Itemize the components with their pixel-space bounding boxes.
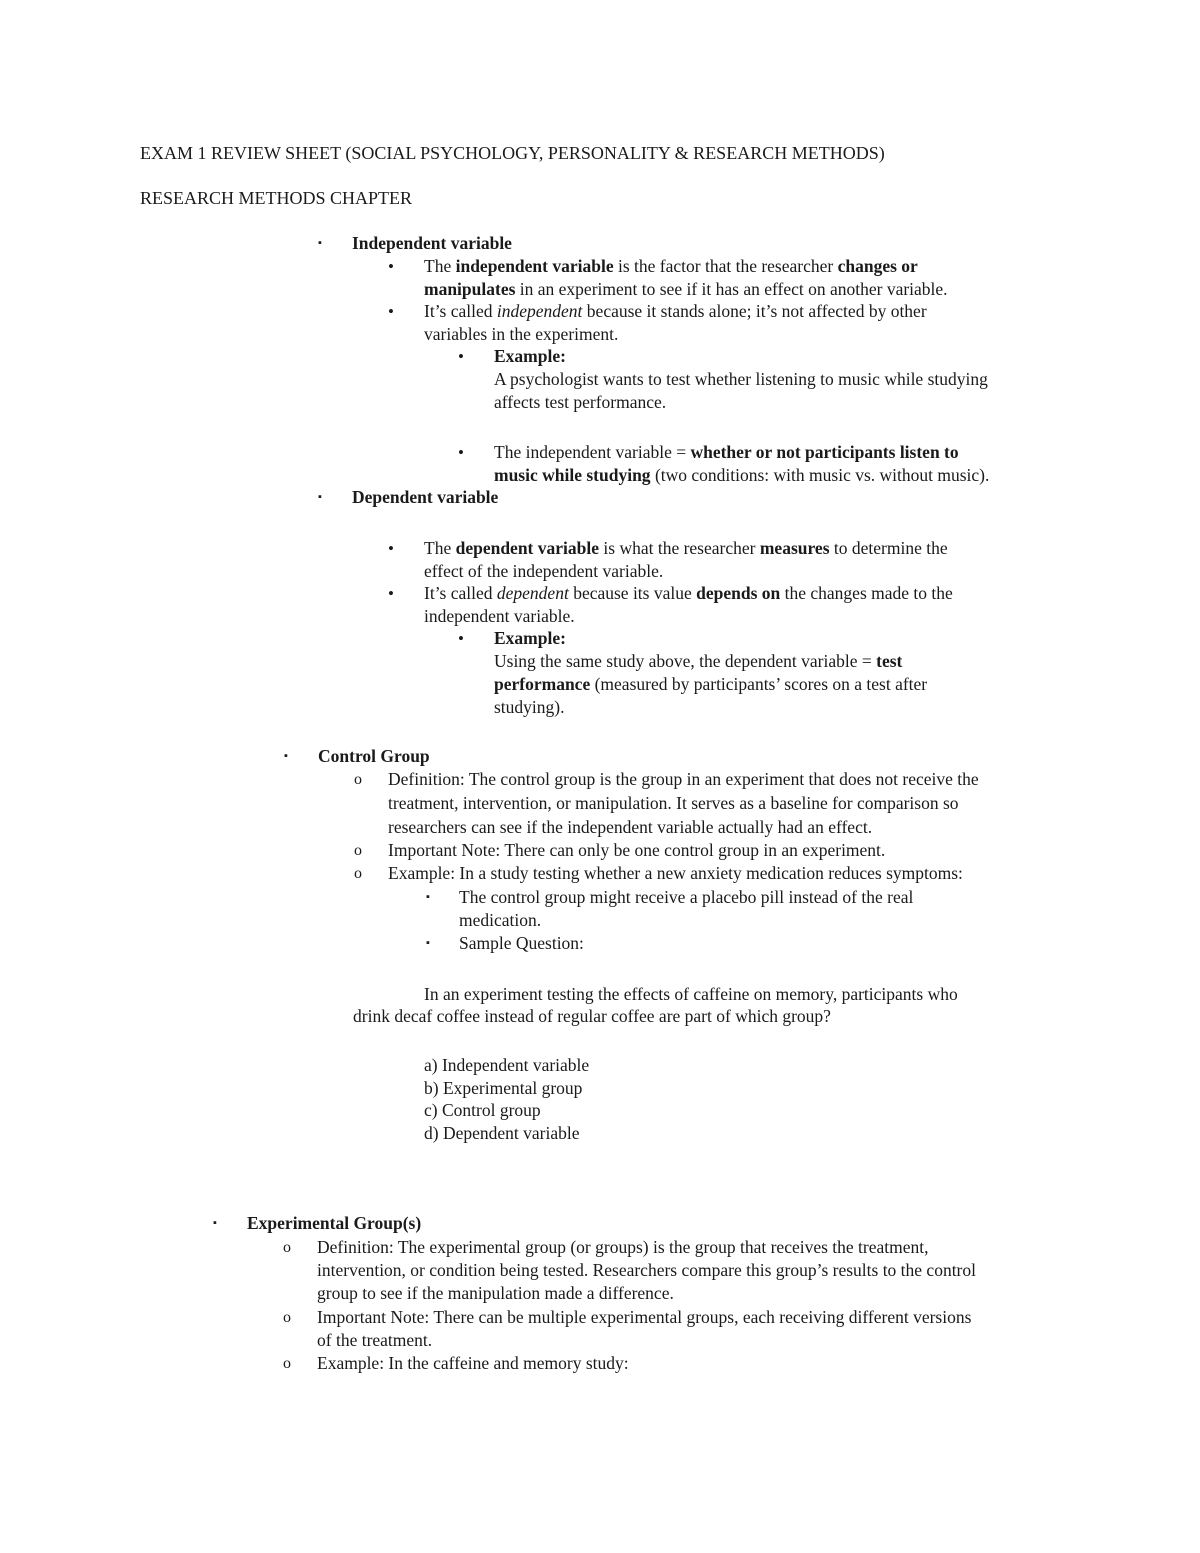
square-bullet-icon: ▪ [426,937,430,949]
experimental-note-line-1: Important Note: There can be multiple experimental groups, each receiving different versions [317,1307,972,1327]
iv-why-line-1: It’s called independent because it stands alone; it’s not affected by other [424,301,927,321]
control-heading: Control Group [318,746,430,766]
square-bullet-icon: ▪ [284,750,288,762]
dot-bullet-icon: • [388,257,394,276]
square-bullet-icon: ▪ [318,237,322,249]
control-definition-line-1: Definition: The control group is the group in an experiment that does not receive the [388,769,979,789]
square-bullet-icon: ▪ [318,491,322,503]
circle-bullet-icon: o [283,1309,291,1326]
document-title: EXAM 1 REVIEW SHEET (SOCIAL PSYCHOLOGY, PERSONALITY & RESEARCH METHODS) [140,143,885,163]
circle-bullet-icon: o [354,842,362,859]
dot-bullet-icon: • [388,302,394,321]
control-sub-1-line-2: medication. [459,910,542,930]
dv-definition-line-2: effect of the independent variable. [424,561,664,581]
iv-definition-line-1: The independent variable is the factor that the researcher changes or [424,256,918,276]
answer-option-c: c) Control group [424,1100,541,1120]
control-sub-1-line-1: The control group might receive a placebo pill instead of the real [459,887,914,907]
iv-example-line-2: affects test performance. [494,392,667,412]
dot-bullet-icon: • [458,629,464,648]
experimental-definition-line-1: Definition: The experimental group (or groups) is the group that receives the treatment, [317,1237,929,1257]
circle-bullet-icon: o [354,771,362,788]
dv-why-line-1: It’s called dependent because its value depends on the changes made to the [424,583,953,603]
iv-example-line-1: A psychologist wants to test whether listening to music while studying [494,369,988,389]
control-note: Important Note: There can only be one control group in an experiment. [388,840,886,860]
dot-bullet-icon: • [458,347,464,366]
iv-example-label: Example: [494,346,566,366]
dv-heading: Dependent variable [352,487,499,507]
experimental-example: Example: In the caffeine and memory study: [317,1353,629,1373]
dot-bullet-icon: • [388,539,394,558]
square-bullet-icon: ▪ [213,1217,217,1229]
sample-question-line-2: drink decaf coffee instead of regular coffee are part of which group? [353,1006,831,1026]
circle-bullet-icon: o [283,1239,291,1256]
iv-identified-line-2: music while studying (two conditions: with music vs. without music). [494,465,990,485]
iv-definition-line-2: manipulates in an experiment to see if it has an effect on another variable. [424,279,948,299]
dv-definition-line-1: The dependent variable is what the researcher measures to determine the [424,538,948,558]
experimental-heading: Experimental Group(s) [247,1213,422,1233]
answer-option-d: d) Dependent variable [424,1123,580,1143]
control-example: Example: In a study testing whether a new anxiety medication reduces symptoms: [388,863,963,883]
square-bullet-icon: ▪ [426,891,430,903]
circle-bullet-icon: o [354,865,362,882]
answer-option-b: b) Experimental group [424,1078,583,1098]
experimental-definition-line-3: group to see if the manipulation made a difference. [317,1283,674,1303]
dot-bullet-icon: • [388,584,394,603]
dv-example-line-3: studying). [494,697,565,717]
circle-bullet-icon: o [283,1355,291,1372]
experimental-definition-line-2: intervention, or condition being tested. Researchers compare this group’s results to the control [317,1260,977,1280]
dv-example-label: Example: [494,628,566,648]
chapter-heading: RESEARCH METHODS CHAPTER [140,188,413,208]
dv-example-line-1: Using the same study above, the dependent variable = test [494,651,903,671]
iv-heading: Independent variable [352,233,512,253]
dot-bullet-icon: • [458,443,464,462]
control-sample-question-label: Sample Question: [459,933,584,953]
experimental-note-line-2: of the treatment. [317,1330,433,1350]
control-definition-line-3: researchers can see if the independent variable actually had an effect. [388,817,873,837]
iv-why-line-2: variables in the experiment. [424,324,619,344]
answer-option-a: a) Independent variable [424,1055,590,1075]
dv-why-line-2: independent variable. [424,606,575,626]
sample-question-line-1: In an experiment testing the effects of caffeine on memory, participants who [424,984,958,1004]
iv-identified-line-1: The independent variable = whether or not participants listen to [494,442,959,462]
dv-example-line-2: performance (measured by participants’ scores on a test after [494,674,928,694]
control-definition-line-2: treatment, intervention, or manipulation. It serves as a baseline for comparison so [388,793,959,813]
